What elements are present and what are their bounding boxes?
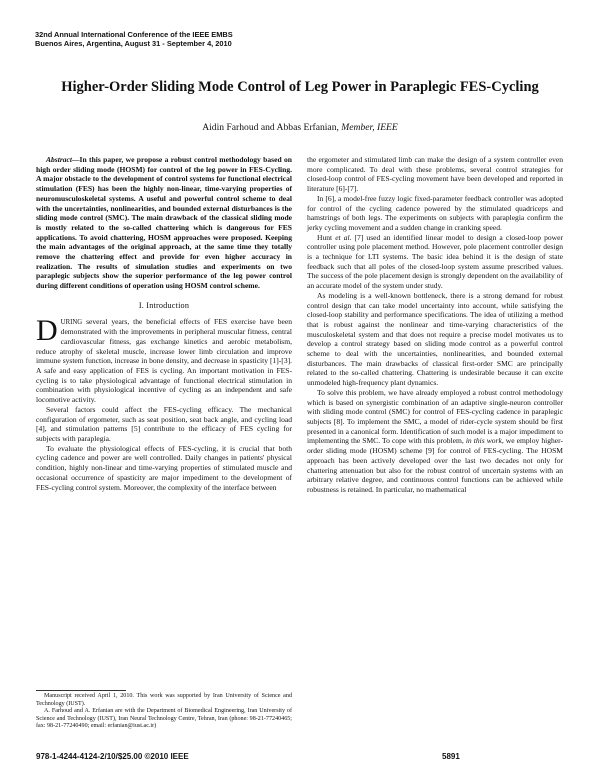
intro-paragraph-2: Several factors could affect the FES-cycling efficacy. The mechanical configuration of ergometer, such as seat position, seat back angle, and cycling load [4], and stimulation patterns [5] contribute to the efficacy of FES cycling for subjects with paraplegia. <box>36 404 292 443</box>
intro-paragraph-3: To evaluate the physiological effects of FES-cycling, it is crucial that both cycling cadence and power are well controlled. Daily changes in patients' physical condition, highly non-linear and time-varying properties of stimulated muscle and occasional occurrence of spasticity are major impediment to the development of FES-cycling control system. Moreover, the complexity of the interface between <box>36 443 292 492</box>
author-line <box>60 122 540 133</box>
right-paragraph-3-text: [7] used an identified linear model to design a closed-loop power controller using pole placement method. However, pole placement controller design is a technique for LTI systems. The basic idea behind it is the design of state feedback such that all poles of the closed-loop system assume prescribed values. The success of the pole placement design is strongly dependent on the availability of an accurate model of the system under study. <box>307 232 563 291</box>
conference-location: Buenos Aires, Argentina, August 31 - September 4, 2010 <box>35 39 232 48</box>
left-column <box>36 155 292 492</box>
conference-name: 32nd Annual International Conference of the IEEE EMBS <box>35 30 233 39</box>
right-column <box>307 155 563 495</box>
footnote-affiliation: A. Farhoud and A. Erfanian are with the Department of Biomedical Engineering, Iran University of Science and Technology (IUST), Iran Neural Technology Centre, Tehran, Iran (phone: 98-21-77240465; fax: 98-21-77240490; email: erfanian@iust.ac.ir) <box>36 708 292 730</box>
abstract <box>36 155 292 291</box>
conference-header <box>35 30 233 48</box>
right-paragraph-1: the ergometer and stimulated limb can make the design of a system controller even more complicated. To deal with these problems, several control strategies for closed-loop control of FES-cycling movement have been developed and reported in literature [6]-[7]. <box>307 155 563 194</box>
section-heading-introduction: I. Introduction <box>138 300 190 310</box>
right-paragraph-5-b: , we employ higher-order sliding mode (HOSM) scheme [9] for control of FES-cycling. The HOSM approach has been actively developed over the last two decades not only for chattering attenuation but also for the robust control of uncertain systems with an arbitrary relative degree, and continuous control functions can be achieved while robustness is retained. In particular, no mathematical <box>307 436 563 494</box>
cited-author: Hunt <box>317 232 333 242</box>
isbn-copyright: 978-1-4244-4124-2/10/$25.00 ©2010 IEEE <box>36 752 189 761</box>
abstract-text: —In this paper, we propose a robust control methodology based on high order sliding mode (HOSM) for control of the leg power in FES-Cycling. A major obstacle to the development of control systems for functional electrical stimulation (FES) has been the highly non-linear, time-varying properties of neuromusculoskeletal systems. A useful and powerful control scheme to deal with the uncertainties, nonlinearities, and bounded external disturbances is the sliding mode control (SMC). The main drawback of the classical sliding mode is mostly related to the so-called chattering which is dangerous for FES applications. To avoid chattering, HOSM approaches were proposed. Keeping the main advantages of the original approach, at the same time they totally remove the chattering effect and provide for even higher accuracy in realization. The results of simulation studies and experiments on two paraplegic subjects show the superior performance of the leg power control during different conditions of operation using HOSM control scheme. <box>36 155 292 291</box>
page-number: 5891 <box>442 752 460 761</box>
author-membership: Member, IEEE <box>341 122 398 133</box>
footnote <box>36 693 292 731</box>
footnote-manuscript: Manuscript received April 1, 2010. This work was supported by Iran University of Science and Technology (IUST). <box>36 693 292 707</box>
abstract-lead: Abstract <box>46 155 72 164</box>
right-paragraph-3 <box>307 233 563 291</box>
right-paragraph-4: As modeling is a well-known bottleneck, there is a strong demand for robust control design that can take model uncertainty into account, while satisfying the closed-loop stability and performance specifications. The idea of utilizing a method that is robust against the nonlinear and time-varying characteristics of the musculoskeletal system and that does not require a precise model motivates us to develop a control strategy based on sliding mode control as a powerful control scheme to deal with the uncertainties, nonlinearities, and bounded external disturbances. The main drawbacks of classical first-order SMC are principally related to the so-called chattering. Chattering is undesirable because it can excite unmodeled high-frequency plant dynamics. <box>307 290 563 388</box>
right-paragraph-5-a: To solve this problem, we have already employed a robust control methodology which is based on synergistic combination of an adaptive single-neuron controller with sliding mode control (SMC) for control of FES-cycling cadence in paraplegic subjects [8]. To implement the SMC, a model of rider-cycle system should be first presented in a canonical form. Identification of such model is a major impediment to implementing the SMC. To cope with this problem, <box>307 387 563 446</box>
right-paragraph-2: In [6], a model-free fuzzy logic fixed-parameter feedback controller was adopted for control of the cycling cadence powered by the stimulated quadriceps and hamstrings of both legs. The experiments on subjects with paraplegia confirm the jerky cycling movement and a sudden change in cranking speed. <box>307 193 563 232</box>
et-al: et al. <box>335 232 352 242</box>
paper-title: Higher-Order Sliding Mode Control of Leg Power in Paraplegic FES-Cycling <box>61 79 539 95</box>
author-names: Aidin Farhoud and Abbas Erfanian, <box>202 122 339 133</box>
emphasis-this-work: in this work <box>465 436 502 446</box>
intro-paragraph-1 <box>36 313 292 405</box>
first-word: URING <box>60 318 83 326</box>
footnote-divider <box>36 690 126 691</box>
intro-paragraph-1-text: several years, the beneficial effects of FES exercise have been demonstrated with the improvements in peripheral muscular fitness, central cardiovascular fitness, gas exchange kinetics and aerobic metabolism, reduce atrophy of skeletal muscle, increase lower limb circulation and improve immune system function, increase in bone density, and decrease in spasticity [1]-[3]. A safe and easy application of FES is cycling. An important motivation in FES-cycling is to take physiological advantage of functional electrical stimulation in combination with physiological incentive of cycling as an independent and safe locomotive activity. <box>36 316 292 405</box>
drop-cap: D <box>36 313 58 347</box>
right-paragraph-5 <box>307 388 563 495</box>
